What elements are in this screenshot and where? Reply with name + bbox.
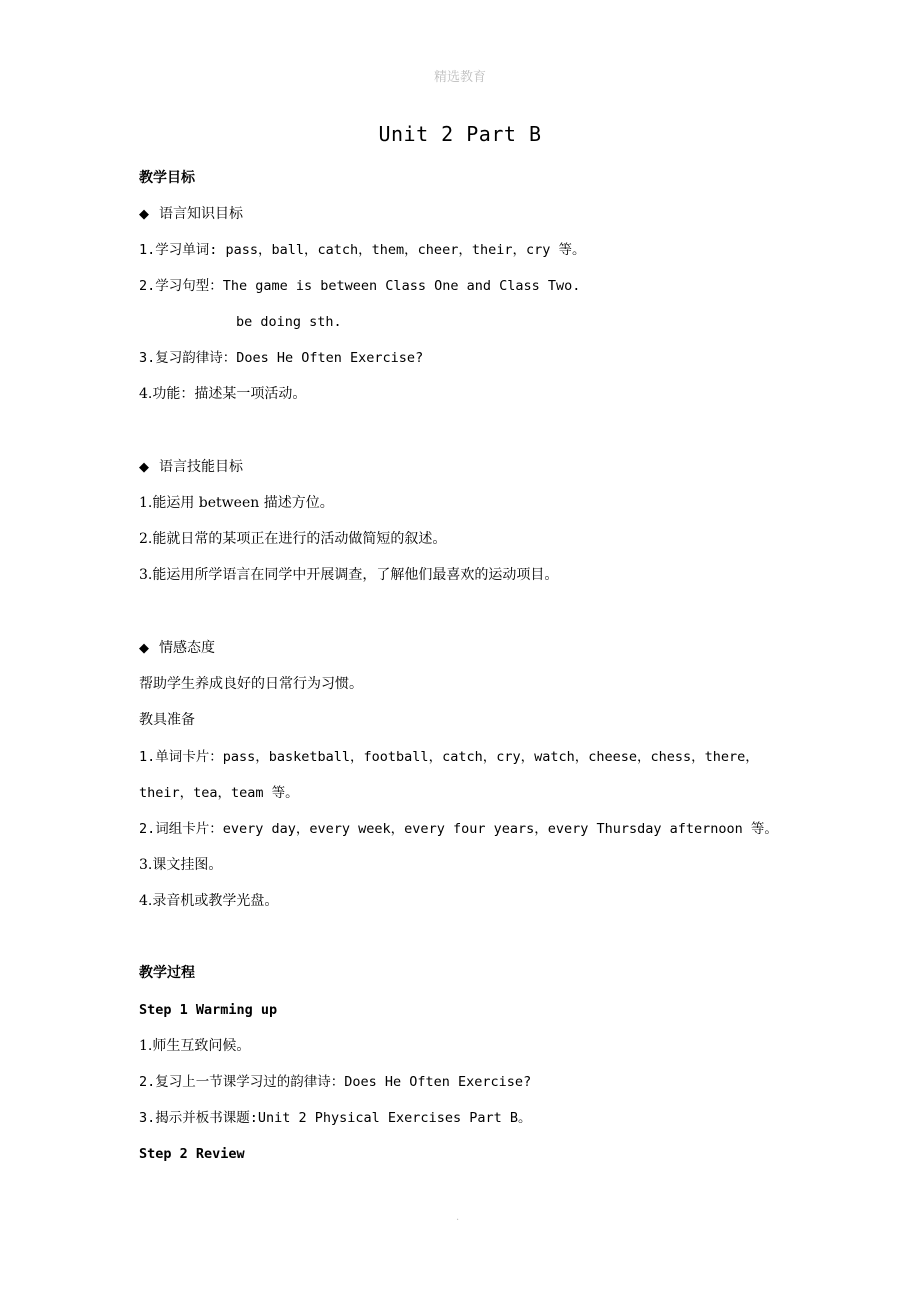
diamond-icon: ◆ (139, 460, 149, 475)
knowledge-item-1: 1.学习单词: pass，ball，catch，them，cheer，their，cry 等。 (139, 242, 586, 258)
materials-item-1: 1.单词卡片：pass，basketball，football，catch，cry，watch，cheese，chess，there， (139, 749, 759, 765)
skills-item-1: 1.能运用 between 描述方位。 (139, 495, 334, 511)
knowledge-heading: 语言知识目标 (159, 206, 243, 222)
materials-item-4: 4.录音机或教学光盘。 (139, 893, 279, 909)
page-title: Unit 2 Part B (378, 122, 542, 146)
diamond-icon: ◆ (139, 207, 149, 222)
materials-item-1b: their，tea，team 等。 (139, 785, 299, 801)
footer-mark: . (456, 1212, 460, 1223)
materials-item-2: 2.词组卡片：every day，every week，every four years，every Thursday afternoon 等。 (139, 821, 778, 837)
skills-item-3: 3.能运用所学语言在同学中开展调查，了解他们最喜欢的运动项目。 (139, 567, 559, 583)
materials-item-3: 3.课文挂图。 (139, 857, 223, 873)
header-watermark: 精选教育 (433, 70, 486, 85)
objectives-heading: 教学目标 (139, 170, 195, 186)
skills-heading: 语言技能目标 (159, 459, 243, 475)
step1-item-2: 2.复习上一节课学习过的韵律诗：Does He Often Exercise? (139, 1074, 532, 1090)
step1-item-3: 3.揭示并板书课题:Unit 2 Physical Exercises Part B。 (139, 1110, 532, 1126)
skills-heading-row (139, 457, 243, 478)
knowledge-item-2: 2.学习句型：The game is between Class One and Class Two. (139, 278, 581, 294)
knowledge-item-2b: be doing sth. (236, 314, 342, 330)
step1-title: Step 1 Warming up (139, 1002, 278, 1018)
attitude-heading: 情感态度 (159, 640, 215, 656)
step2-title: Step 2 Review (139, 1146, 245, 1162)
step1-item-1: 1.师生互致问候。 (139, 1038, 251, 1054)
knowledge-item-4: 4.功能：描述某一项活动。 (139, 386, 307, 402)
knowledge-heading-row (139, 204, 243, 225)
attitude-text: 帮助学生养成良好的日常行为习惯。 (139, 676, 363, 692)
attitude-heading-row (139, 638, 215, 659)
diamond-icon: ◆ (139, 641, 149, 656)
process-heading: 教学过程 (139, 965, 195, 981)
materials-heading: 教具准备 (139, 712, 195, 728)
knowledge-item-3: 3.复习韵律诗：Does He Often Exercise? (139, 350, 424, 366)
skills-item-2: 2.能就日常的某项正在进行的活动做简短的叙述。 (139, 531, 447, 547)
